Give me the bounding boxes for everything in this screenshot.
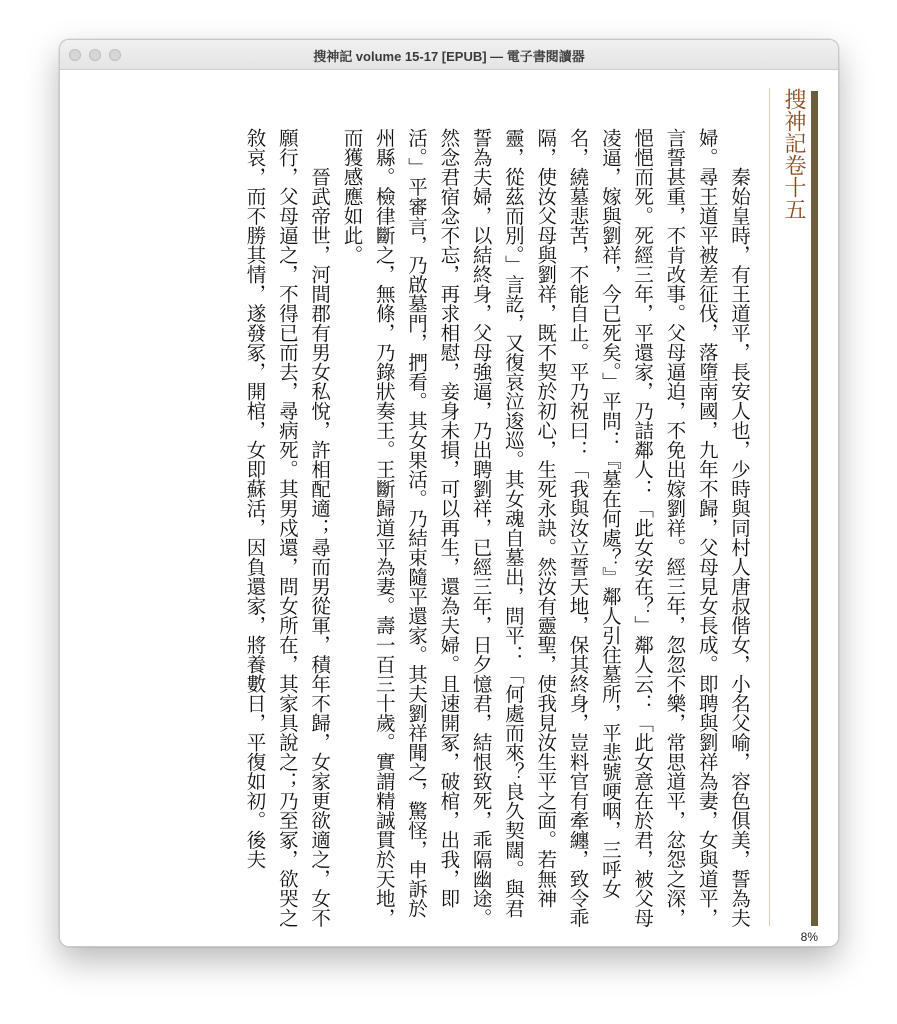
reading-area[interactable] [60, 70, 838, 946]
progress-indicator: 8% [800, 930, 818, 944]
chapter-divider [769, 88, 770, 926]
title-bar[interactable] [60, 40, 838, 70]
chapter-bar [811, 91, 818, 926]
paragraph: 秦始皇時，有王道平，長安人也，少時與同村人唐叔偕女，小名父喻，容色俱美，誓為夫婦。尋王道平被差征伐，落墮南國，九年不歸，父母見女長成。即聘與劉祥為妻，女與道平，言誓甚重，不肯改事。父母逼迫，不免出嫁劉祥。經三年，忽忽不樂，常思道平，忿怨之深，悒悒而死。死經三年，平還家，乃詰鄰人：「此女安在？」鄰人云：「此女意在於君，被父母凌逼，嫁與劉祥，今已死矣。」平問：『墓在何處？』鄰人引往墓所，平悲號哽咽，三呼女名，繞墓悲苦，不能自止。平乃祝曰：「我與汝立誓天地，保其終身，豈料官有牽纏，致令乖隔，使汝父母與劉祥，既不契於初心，生死永訣。然汝有靈聖，使我見汝生平之面。若無神靈，從茲而別。」言訖，又復哀泣逡巡。其女魂自墓出，問平：「何處而來？良久契闊。與君誓為夫婦，以結終身，父母強逼，乃出聘劉祥，已經三年，日夕憶君，結恨致死，乖隔幽途。然念君宿念不忘，再求相慰，妾身未損，可以再生，還為夫婦。且速開冢，破棺，出我，即活。」平審言，乃啟墓門，捫看。其女果活。乃結束隨平還家。其夫劉祥聞之，驚怪，申訴於州縣。檢律斷之，無條，乃錄狀奏王。王斷歸道平為妻。壽一百三十歲。實謂精誠貫於天地，而獲感應如此。 [340, 128, 751, 928]
paragraph: 晉武帝世，河間郡有男女私悅，許相配適；尋而男從軍，積年不歸，女家更欲適之，女不願行，父母逼之，不得已而去，尋病死。其男戍還，問女所在，其家具說之；乃至冢，欲哭之敘哀，而不勝其情，遂發冢，開棺，女即蘇活，因負還家，將養數日，平復如初。後夫 [243, 128, 332, 928]
reader-window [59, 39, 839, 947]
book-text [113, 128, 755, 928]
chapter-title: 搜神記卷十五 [781, 88, 806, 220]
window-title: 搜神記 volume 15-17 [EPUB] — 電子書閱讀器 [313, 49, 585, 64]
